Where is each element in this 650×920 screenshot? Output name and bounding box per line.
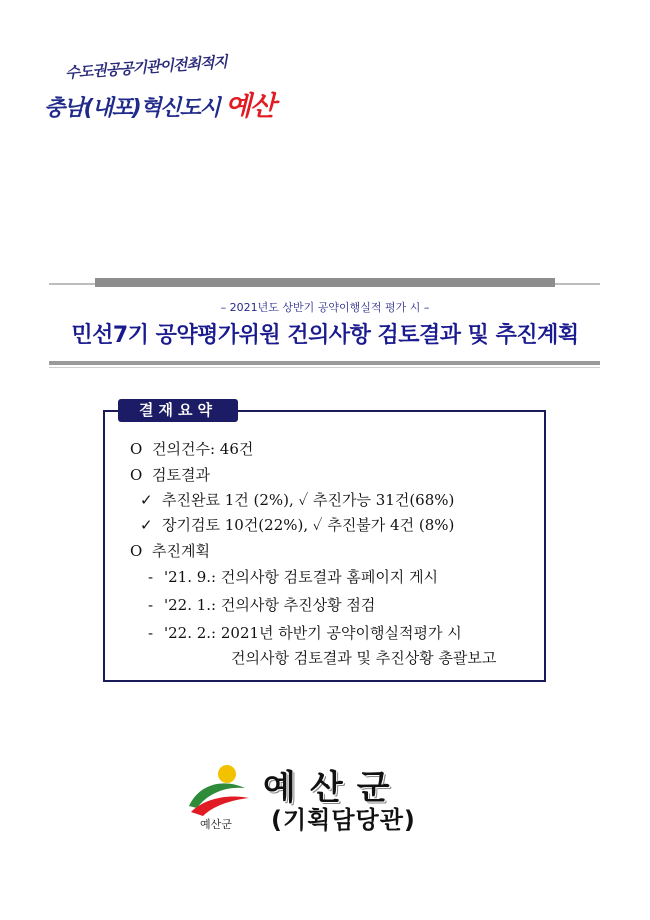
logo-caption: 예산군 [200, 818, 232, 831]
top-divider-thick [95, 278, 555, 287]
summary-item-result-1 [140, 489, 454, 510]
summary-item-text: 건의사항 검토결과 및 추진상황 총괄보고 [231, 649, 497, 667]
summary-item-result-2 [140, 514, 454, 535]
summary-item-text: 검토결과 [152, 466, 210, 484]
summary-item-text: 건의건수: 46건 [152, 440, 254, 458]
title-underline-thick [49, 361, 600, 365]
circle-bullet-icon: O [130, 542, 143, 560]
slogan-line2-blue: 충남(내포)혁신도시 [44, 96, 226, 121]
slogan-line1: 수도권공공기관이전최적지 [64, 52, 228, 83]
summary-item-text: 장기검토 10건(22%), ✓ 추진불가 4건 (8%) [162, 516, 455, 534]
title-underline-thin [49, 367, 600, 368]
summary-item-plan [130, 540, 210, 561]
summary-tab-label: 결재요약 [118, 399, 238, 422]
slogan-line2 [44, 84, 274, 123]
summary-item-count [130, 438, 253, 459]
document-subtitle: – 2021년도 상반기 공약이행실적 평가 시 – [220, 301, 430, 314]
summary-item-review [130, 464, 210, 485]
summary-item-text: '22. 2.: 2021년 하반기 공약이행실적평가 시 [164, 624, 462, 642]
summary-plan-step-2 [148, 594, 375, 615]
yesan-county-logo-icon [185, 762, 253, 822]
circle-bullet-icon: O [130, 466, 143, 484]
summary-item-text: 추진계획 [152, 542, 210, 560]
dash-bullet-icon: - [148, 568, 154, 586]
summary-item-text: '22. 1.: 건의사항 추진상황 점검 [164, 596, 376, 614]
summary-item-text: '21. 9.: 건의사항 검토결과 홈페이지 게시 [164, 568, 439, 586]
slogan-line2-red: 예산 [225, 91, 275, 122]
circle-bullet-icon: O [130, 440, 143, 458]
footer-organization [185, 762, 445, 842]
document-title: 민선7기 공약평가위원 건의사항 검토결과 및 추진계획 [71, 323, 579, 348]
check-icon: ✓ [140, 491, 153, 509]
summary-plan-step-3 [148, 622, 462, 643]
department-name: (기획담당관) [271, 806, 416, 834]
dash-bullet-icon: - [148, 596, 154, 614]
summary-plan-step-3-cont [231, 647, 496, 668]
dash-bullet-icon: - [148, 624, 154, 642]
summary-plan-step-1 [148, 566, 438, 587]
check-icon: ✓ [140, 516, 153, 534]
organization-name: 예산군 [263, 768, 404, 808]
summary-item-text: 추진완료 1건 (2%), ✓ 추진가능 31건(68%) [162, 491, 455, 509]
slogan-logo [44, 52, 275, 132]
